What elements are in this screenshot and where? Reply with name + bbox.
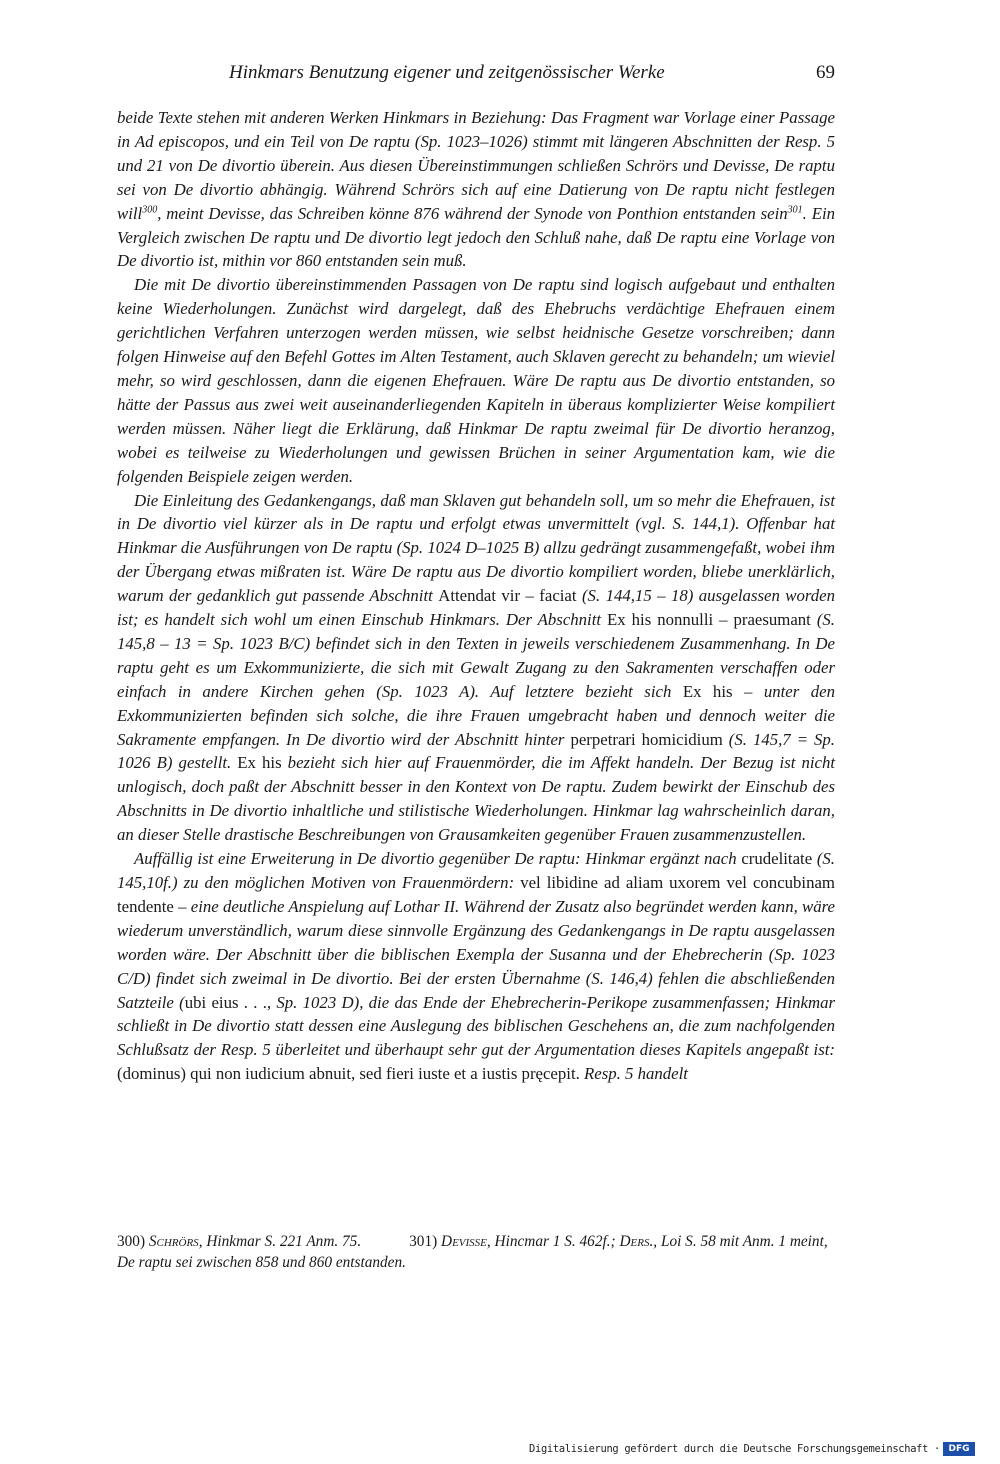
paragraph <box>117 847 835 1086</box>
text-segment: (S. 145,8 – 13 = Sp. 1023 B/C) befindet sich in den Texten in jeweils verschiedenem Zusammenhang. In De raptu geht es um Exkommunizierte, die sich mit Gewalt Zugang zu den Sakramenten verschaffen oder einfach in andere Kirchen gehen (Sp. 1023 A). Auf letztere bezieht sich <box>117 610 835 701</box>
footnote-block <box>117 1231 835 1273</box>
latin-quotation: vel libidine ad aliam uxorem vel concubinam tendente <box>117 873 835 916</box>
footnote-reference: 300 <box>142 204 158 216</box>
footnote-300-author: Schrörs <box>148 1233 199 1250</box>
latin-quotation: Ex his nonnulli – praesumant <box>607 610 811 630</box>
page-number: 69 <box>816 62 835 83</box>
text-segment: Sp. 1023 D), die das Ende der Ehebrecherin-Perikope zusammenfassen; Hinkmar schließt in De divortio statt dessen eine Auslegung des biblischen Geschehens an, die zum nachfolgenden Schlußsatz der Resp. 5 überleitet und überhaupt sehr gut der Argumentation dieses Kapitels angepaßt ist: <box>117 992 835 1060</box>
paragraph <box>117 273 835 488</box>
latin-quotation: ubi eius . . ., <box>184 992 272 1012</box>
footnote-301-number: 301) <box>409 1233 438 1250</box>
digitization-credit: Digitalisierung gefördert durch die Deutsche Forschungsgemeinschaft · <box>529 1443 940 1455</box>
latin-quotation: Ex his <box>237 753 282 773</box>
latin-quotation: Ex his <box>682 681 733 701</box>
footnote-301-text-2: , Loi S. 58 mit Anm. 1 meint, De raptu sei zwischen 858 und 860 entstanden. <box>117 1233 828 1271</box>
text-segment: Resp. 5 handelt <box>579 1064 688 1084</box>
footnote-300-text: , Hinkmar S. 221 Anm. 75. <box>198 1233 362 1250</box>
text-segment: Auffällig ist eine Erweiterung in De divortio gegenüber De raptu: Hinkmar ergänzt nach <box>134 849 742 869</box>
text-segment: (S. 145,10f.) zu den möglichen Motiven von Frauenmördern: <box>117 849 835 892</box>
latin-quotation: Attendat vir – faciat <box>438 586 577 606</box>
footnote-301-author-2: Ders. <box>619 1233 654 1250</box>
text-segment: – eine deutliche Anspielung auf Lothar II. Während der Zusatz also begründet werden kann, wäre wiederum unverständlich, warum diese sinnvolle Ergänzung des Gedankengangs in De raptu ausgelassen worden wäre. Der Abschnitt über die biblischen Exempla der Susanna und der Ehebrecherin (Sp. 1023 C/D) findet sich zweimal in De divortio. Bei der ersten Übernahme (S. 146,4) fehlen die abschließenden Satzteile ( <box>117 896 835 1012</box>
text-segment: (S. 145,7 = Sp. 1026 B) gestellt. <box>117 729 836 773</box>
text-segment: , meint Devisse, das Schreiben könne 876 während der Synode von Ponthion entstanden sein <box>157 203 788 223</box>
paragraph <box>117 489 835 848</box>
footnote-301-text: , Hincmar 1 S. 462f.; <box>486 1233 620 1250</box>
text-segment: Die Einleitung des Gedankengangs, daß man Sklaven gut behandeln soll, um so mehr die Ehefrauen, ist in De divortio viel kürzer als in De raptu und erfolgt etwas unvermittelt (vgl. S. 144,1). Offenbar hat Hinkmar die Ausführungen von De raptu (Sp. 1024 D–1025 B) allzu gedrängt zusammengefaßt, wobei ihm der Übergang etwas mißraten ist. Wäre De raptu aus De divortio kompiliert worden, bliebe unerklärlich, warum der gedanklich gut passende Abschnitt <box>117 490 835 606</box>
text-segment: . Ein Vergleich zwischen De raptu und De divortio legt jedoch den Schluß nahe, daß De raptu eine Vorlage von De divortio ist, mithin vor 860 entstanden sein muß. <box>117 203 835 271</box>
text-segment: Die mit De divortio übereinstimmenden Passagen von De raptu sind logisch aufgebaut und enthalten keine Wiederholungen. Zunächst wird dargelegt, daß des Ehebruchs verdächtige Ehefrauen einem gerichtlichen Verfahren unterzogen werden müssen, wie selbst heidnische Gesetze vorschreiben; dann folgen Hinweise auf den Befehl Gottes im Alten Testament, auch Sklaven gerecht zu behandeln; um wieviel mehr, so wird geschlossen, dann die eigenen Ehefrauen. Wäre De raptu aus De divortio entstanden, so hätte der Passus aus zwei weit auseinanderliegenden Kapiteln in überaus komplizierter Weise kompiliert werden müssen. Näher liegt die Erklärung, daß Hinkmar De raptu zweimal für De divortio heranzog, wobei es teilweise zu Wiederholungen und gewissen Brüchen in seiner Argumentation kam, wie die folgenden Beispiele zeigen werden. <box>117 275 835 486</box>
footnote-301-author: Devisse <box>441 1233 487 1250</box>
footnote-300-number: 300) <box>117 1233 146 1250</box>
footnotes <box>117 1231 835 1273</box>
footnote-reference: 301 <box>787 204 803 216</box>
text-segment: beide Texte stehen mit anderen Werken Hinkmars in Beziehung: Das Fragment war Vorlage einer Passage in Ad episcopos, und ein Teil von De raptu (Sp. 1023–1026) stimmt mit längeren Abschnitten der Resp. 5 und 21 von De divortio überein. Aus diesen Übereinstimmungen schließen Schrörs und Devisse, De raptu sei von De divortio abhängig. Während Schrörs sich auf eine Datierung von De raptu nicht festlegen will <box>117 108 835 223</box>
running-title: Hinkmars Benutzung eigener und zeitgenössischer Werke <box>229 62 665 83</box>
latin-quotation: (dominus) qui non iudicium abnuit, sed fieri iuste et a iustis pręcepit. <box>117 1064 580 1084</box>
page-header <box>117 62 835 88</box>
paragraph <box>117 106 835 273</box>
dfg-logo: DFG <box>943 1442 975 1456</box>
text-segment: – unter den Exkommunizierten befinden sich solche, die ihre Frauen umgebracht haben und dennoch weiter die Sakramente empfangen. In De divortio wird der Abschnitt hinter <box>117 681 835 749</box>
text-segment: (S. 144,15 – 18) ausgelassen worden ist; es handelt sich wohl um einen Einschub Hinkmars. Der Abschnitt <box>117 586 835 630</box>
latin-quotation: perpetrari homicidium <box>570 729 723 749</box>
latin-quotation: crudelitate <box>741 849 813 869</box>
text-segment: bezieht sich hier auf Frauenmörder, die im Affekt handeln. Der Bezug ist nicht unlogisch, doch paßt der Abschnitt besser in den Kontext von De raptu. Zudem bewirkt der Einschub des Abschnitts in De divortio inhaltliche und stilistische Wiederholungen. Hinkmar lag wahrscheinlich daran, an dieser Stelle drastische Beschreibungen von Grausamkeiten gegenüber Frauen zusammenzustellen. <box>117 753 836 845</box>
body-text <box>117 106 835 1086</box>
